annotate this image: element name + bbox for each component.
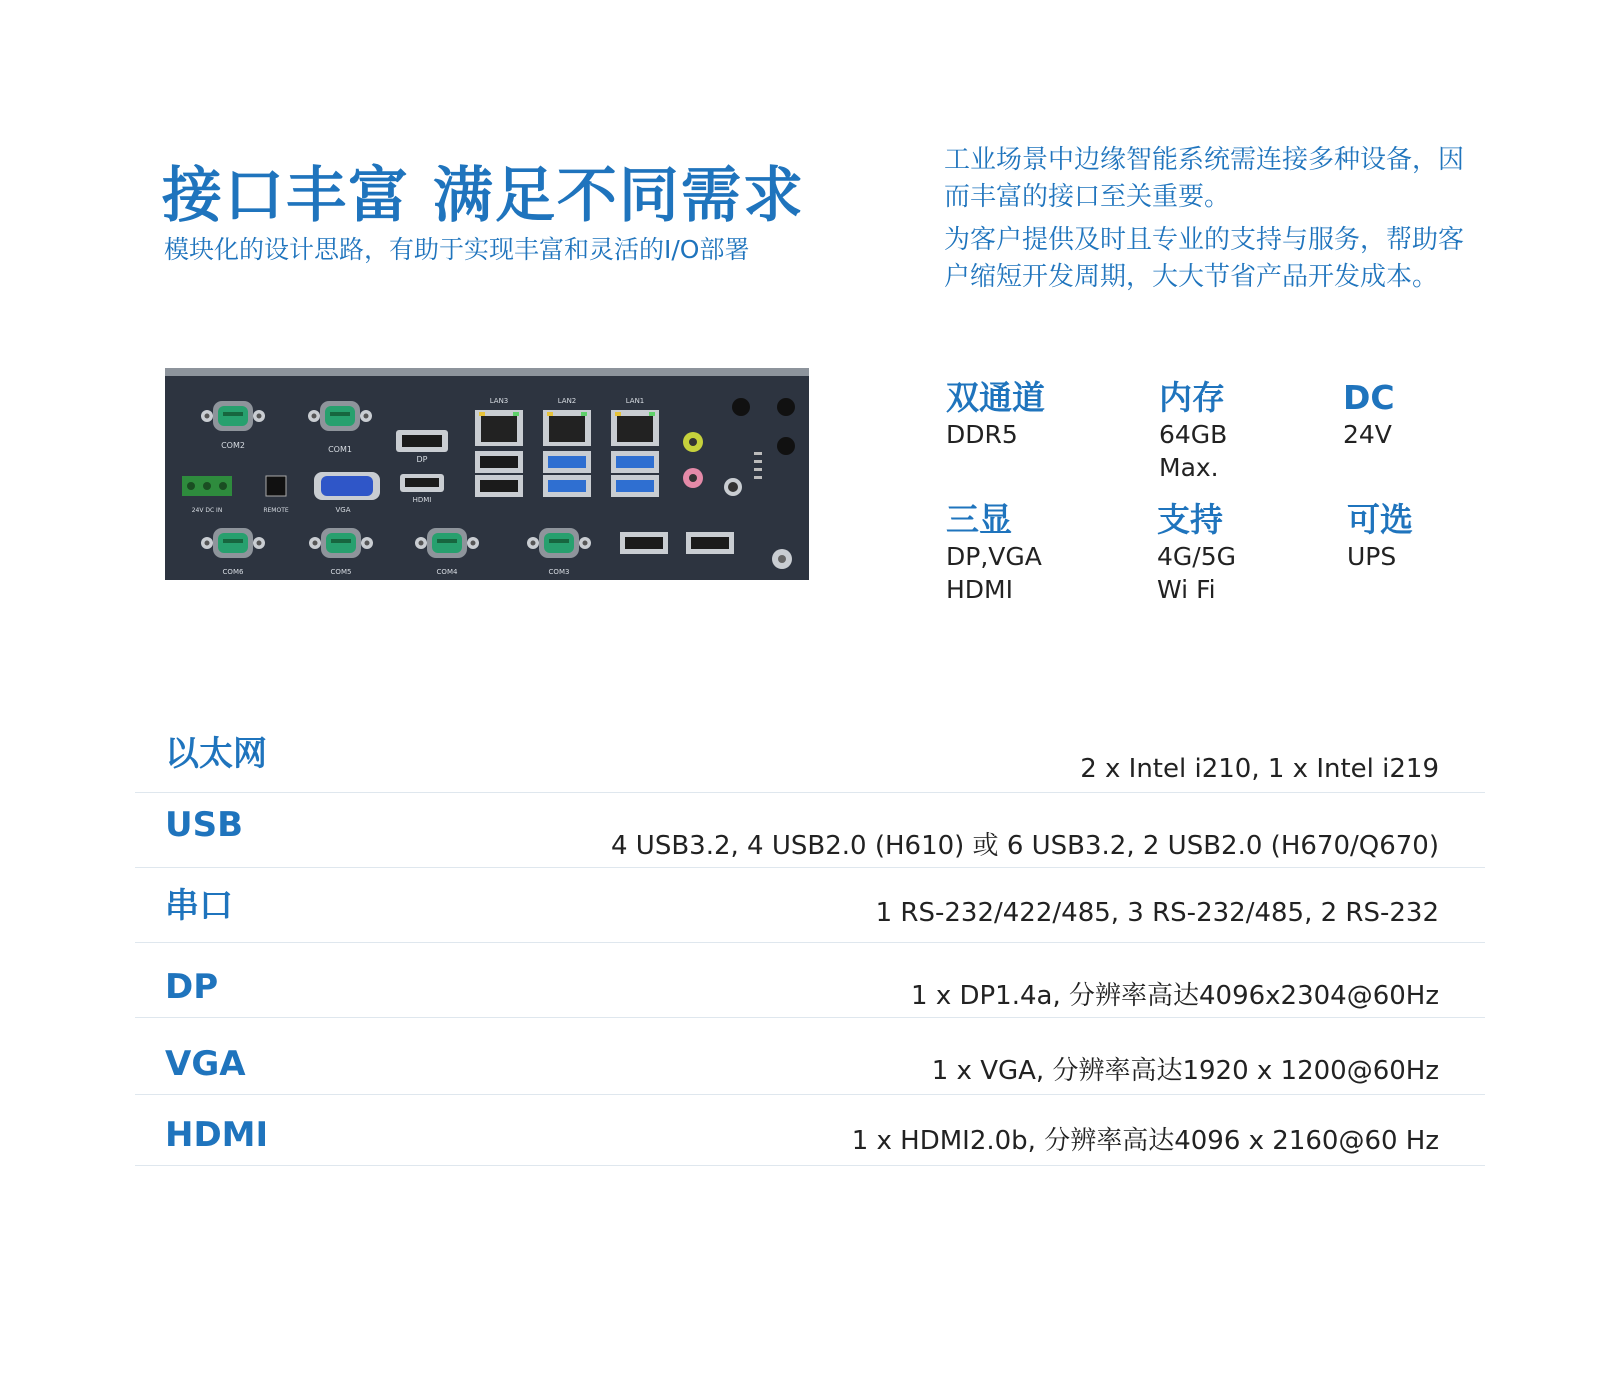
spec-value: 4 USB3.2, 4 USB2.0 (H610) 或 6 USB3.2, 2 USB2.0 (H670/Q670)	[610, 831, 1439, 861]
feature-memory	[1159, 378, 1227, 484]
feature-title: 三显	[946, 500, 1012, 539]
spec-row-dp	[135, 943, 1485, 1018]
feature-title: DC	[1343, 378, 1395, 417]
feature-value: DDR5	[946, 420, 1018, 449]
lan2-label: LAN2	[557, 397, 577, 405]
feature-value: DP,VGA HDMI	[946, 542, 1042, 604]
spec-label: USB	[165, 805, 244, 845]
feature-triple-display	[946, 500, 1042, 606]
com5-label: COM5	[330, 568, 352, 576]
spec-label: HDMI	[165, 1115, 269, 1155]
feature-value: 24V	[1343, 420, 1392, 449]
spec-label: VGA	[165, 1044, 246, 1084]
com4-label: COM4	[436, 568, 458, 576]
spec-value: 2 x Intel i210, 1 x Intel i219	[1080, 754, 1439, 784]
usb-port	[475, 475, 523, 497]
feature-dual-channel	[946, 378, 1045, 451]
usb-port	[475, 451, 523, 473]
com2-label: COM2	[221, 441, 245, 450]
spec-label: 以太网	[165, 734, 267, 774]
spec-value: 1 x DP1.4a, 分辨率高达4096x2304@60Hz	[911, 981, 1439, 1011]
com3-label: COM3	[548, 568, 570, 576]
spec-value: 1 x HDMI2.0b, 分辨率高达4096 x 2160@60 Hz	[851, 1126, 1439, 1156]
spec-row-hdmi	[135, 1095, 1485, 1166]
intro-paragraph-2: 为客户提供及时且专业的支持与服务，帮助客户缩短开发周期，大大节省产品开发成本。	[944, 225, 1465, 292]
device-rear-panel-illustration	[165, 376, 809, 580]
remote-switch-port	[266, 476, 286, 496]
dc-in-label: 24V DC IN	[191, 507, 223, 514]
feature-title: 内存	[1159, 378, 1225, 417]
com4-port	[415, 528, 479, 558]
feature-ups	[1347, 500, 1413, 573]
usb-port	[620, 532, 668, 554]
com2-port	[201, 401, 265, 431]
com6-label: COM6	[222, 568, 244, 576]
feature-dc	[1343, 378, 1395, 451]
vga-label: VGA	[335, 506, 351, 514]
spec-value: 1 x VGA, 分辨率高达1920 x 1200@60Hz	[931, 1056, 1439, 1086]
usb-port	[543, 451, 591, 473]
spec-row-usb	[135, 793, 1485, 868]
spec-row-ethernet	[135, 716, 1485, 793]
feature-value: 64GB Max.	[1159, 420, 1228, 482]
spec-label: 串口	[165, 886, 233, 926]
lan1-port	[611, 410, 659, 446]
feature-title: 支持	[1157, 500, 1223, 539]
spec-row-vga	[135, 1018, 1485, 1095]
dp-label: DP	[416, 455, 428, 464]
usb-port	[543, 475, 591, 497]
usb-port	[686, 532, 734, 554]
feature-wireless	[1157, 500, 1236, 606]
lan1-label: LAN1	[625, 397, 645, 405]
subheadline: 模块化的设计思路，有助于实现丰富和灵活的I/O部署	[164, 235, 750, 264]
usb-port	[611, 475, 659, 497]
spec-table	[135, 716, 1485, 1166]
feature-title: 双通道	[946, 378, 1045, 417]
com5-port	[309, 528, 373, 558]
intro-paragraph-1: 工业场景中边缘智能系统需连接多种设备，因而丰富的接口至关重要。	[944, 145, 1465, 212]
feature-title: 可选	[1347, 500, 1413, 539]
usb-port	[611, 451, 659, 473]
hdmi-label: HDMI	[412, 496, 432, 504]
com1-port	[308, 401, 372, 431]
feature-value: UPS	[1347, 542, 1397, 571]
spec-value: 1 RS-232/422/485, 3 RS-232/485, 2 RS-232	[875, 898, 1439, 928]
spec-label: DP	[165, 967, 219, 1007]
device-rear-panel	[165, 368, 809, 580]
antenna-hole	[777, 437, 795, 455]
remote-label: REMOTE	[263, 507, 289, 514]
lan2-port	[543, 410, 591, 446]
com1-label: COM1	[328, 445, 352, 454]
headline: 接口丰富 满足不同需求	[162, 161, 805, 231]
antenna-hole	[777, 398, 795, 416]
spec-row-serial	[135, 868, 1485, 943]
lan3-label: LAN3	[489, 397, 509, 405]
com6-port	[201, 528, 265, 558]
com3-port	[527, 528, 591, 558]
antenna-hole	[732, 398, 750, 416]
feature-value: 4G/5G Wi Fi	[1157, 542, 1236, 604]
lan3-port	[475, 410, 523, 446]
